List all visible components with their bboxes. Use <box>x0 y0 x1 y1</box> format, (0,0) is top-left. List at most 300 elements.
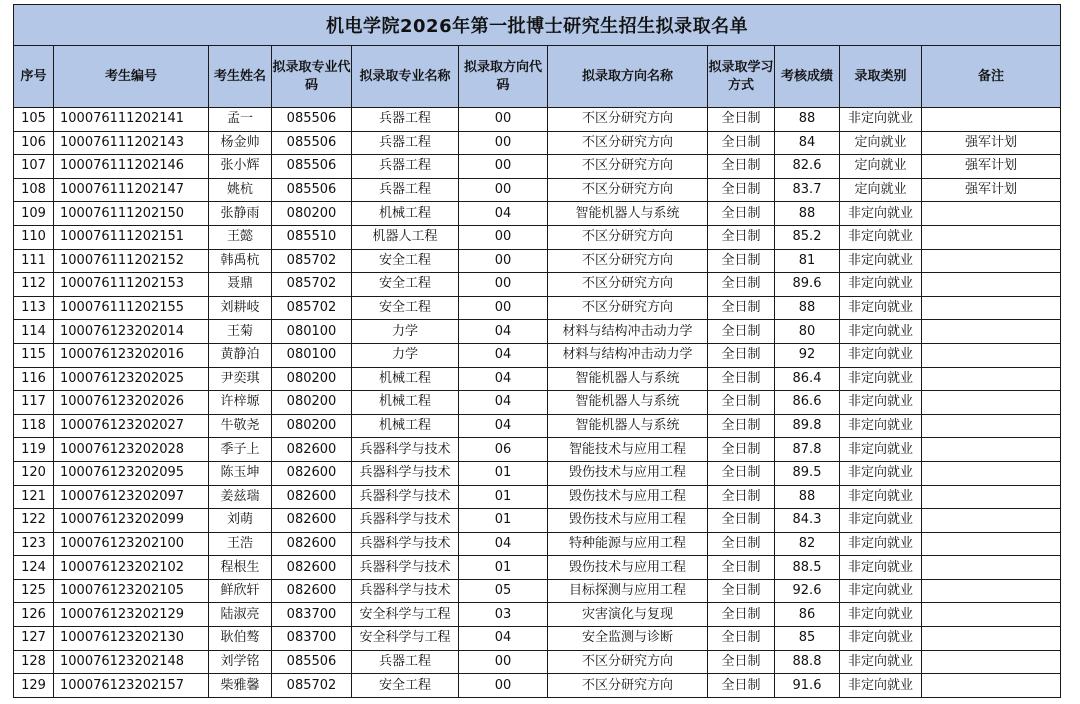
major-code-cell: 083700 <box>272 603 352 627</box>
study-mode-cell: 全日制 <box>708 108 775 132</box>
seq-cell: 112 <box>14 273 54 297</box>
seq-cell: 121 <box>14 485 54 509</box>
major-code-cell: 082600 <box>272 485 352 509</box>
table-title: 机电学院2026年第一批博士研究生招生拟录取名单 <box>14 5 1061 46</box>
name-cell: 陆淑亮 <box>209 603 272 627</box>
candidate-id-cell: 100076123202099 <box>54 509 209 533</box>
direction-code-cell: 01 <box>459 556 548 580</box>
major-name-cell: 安全科学与工程 <box>352 603 459 627</box>
score-cell: 91.6 <box>775 674 840 698</box>
col-header-admission-type: 录取类别 <box>840 46 922 108</box>
score-cell: 82.6 <box>775 155 840 179</box>
score-cell: 84 <box>775 131 840 155</box>
seq-cell: 116 <box>14 367 54 391</box>
admission-list-sheet <box>13 4 1060 698</box>
major-code-cell: 085702 <box>272 674 352 698</box>
direction-code-cell: 03 <box>459 603 548 627</box>
table-row <box>14 296 1061 320</box>
direction-code-cell: 00 <box>459 249 548 273</box>
seq-cell: 107 <box>14 155 54 179</box>
study-mode-cell: 全日制 <box>708 178 775 202</box>
score-cell: 89.5 <box>775 461 840 485</box>
candidate-id-cell: 100076123202097 <box>54 485 209 509</box>
major-code-cell: 083700 <box>272 627 352 651</box>
study-mode-cell: 全日制 <box>708 202 775 226</box>
col-header-remarks: 备注 <box>922 46 1061 108</box>
candidate-id-cell: 100076111202153 <box>54 273 209 297</box>
direction-name-cell: 毁伤技术与应用工程 <box>548 485 708 509</box>
name-cell: 陈玉坤 <box>209 461 272 485</box>
seq-cell: 111 <box>14 249 54 273</box>
admission-type-cell: 非定向就业 <box>840 579 922 603</box>
seq-cell: 110 <box>14 225 54 249</box>
major-name-cell: 兵器科学与技术 <box>352 532 459 556</box>
direction-name-cell: 特种能源与应用工程 <box>548 532 708 556</box>
major-code-cell: 085506 <box>272 108 352 132</box>
major-code-cell: 085506 <box>272 178 352 202</box>
direction-code-cell: 00 <box>459 131 548 155</box>
seq-cell: 113 <box>14 296 54 320</box>
admission-type-cell: 非定向就业 <box>840 320 922 344</box>
major-code-cell: 082600 <box>272 556 352 580</box>
candidate-id-cell: 100076123202027 <box>54 414 209 438</box>
admission-type-cell: 非定向就业 <box>840 343 922 367</box>
admission-type-cell: 定向就业 <box>840 155 922 179</box>
name-cell: 尹奕琪 <box>209 367 272 391</box>
table-body <box>14 108 1061 698</box>
major-name-cell: 兵器工程 <box>352 108 459 132</box>
candidate-id-cell: 100076123202095 <box>54 461 209 485</box>
table-row <box>14 155 1061 179</box>
remarks-cell <box>922 461 1061 485</box>
candidate-id-cell: 100076111202147 <box>54 178 209 202</box>
study-mode-cell: 全日制 <box>708 225 775 249</box>
study-mode-cell: 全日制 <box>708 155 775 179</box>
remarks-cell <box>922 202 1061 226</box>
major-name-cell: 机械工程 <box>352 391 459 415</box>
score-cell: 83.7 <box>775 178 840 202</box>
score-cell: 86 <box>775 603 840 627</box>
candidate-id-cell: 100076123202025 <box>54 367 209 391</box>
direction-code-cell: 00 <box>459 155 548 179</box>
admission-type-cell: 非定向就业 <box>840 249 922 273</box>
header-row <box>14 46 1061 108</box>
major-code-cell: 082600 <box>272 532 352 556</box>
major-code-cell: 085702 <box>272 249 352 273</box>
direction-name-cell: 不区分研究方向 <box>548 249 708 273</box>
col-header-candidate-id: 考生编号 <box>54 46 209 108</box>
score-cell: 82 <box>775 532 840 556</box>
candidate-id-cell: 100076111202152 <box>54 249 209 273</box>
remarks-cell <box>922 414 1061 438</box>
seq-cell: 117 <box>14 391 54 415</box>
name-cell: 姚杭 <box>209 178 272 202</box>
table-row <box>14 391 1061 415</box>
score-cell: 81 <box>775 249 840 273</box>
name-cell: 王懿 <box>209 225 272 249</box>
direction-code-cell: 04 <box>459 320 548 344</box>
direction-code-cell: 01 <box>459 485 548 509</box>
major-name-cell: 安全工程 <box>352 273 459 297</box>
table-row <box>14 674 1061 698</box>
admission-type-cell: 非定向就业 <box>840 202 922 226</box>
admission-type-cell: 非定向就业 <box>840 438 922 462</box>
name-cell: 韩禹杭 <box>209 249 272 273</box>
study-mode-cell: 全日制 <box>708 249 775 273</box>
major-code-cell: 080200 <box>272 202 352 226</box>
score-cell: 88.5 <box>775 556 840 580</box>
remarks-cell <box>922 367 1061 391</box>
admission-type-cell: 非定向就业 <box>840 273 922 297</box>
major-name-cell: 机械工程 <box>352 367 459 391</box>
remarks-cell: 强军计划 <box>922 178 1061 202</box>
admission-type-cell: 非定向就业 <box>840 225 922 249</box>
col-header-score: 考核成绩 <box>775 46 840 108</box>
major-code-cell: 085702 <box>272 273 352 297</box>
direction-code-cell: 04 <box>459 367 548 391</box>
seq-cell: 115 <box>14 343 54 367</box>
direction-code-cell: 06 <box>459 438 548 462</box>
name-cell: 刘萌 <box>209 509 272 533</box>
remarks-cell <box>922 343 1061 367</box>
name-cell: 黄静泊 <box>209 343 272 367</box>
col-header-name: 考生姓名 <box>209 46 272 108</box>
candidate-id-cell: 100076123202148 <box>54 650 209 674</box>
major-code-cell: 085506 <box>272 131 352 155</box>
direction-name-cell: 目标探测与应用工程 <box>548 579 708 603</box>
major-name-cell: 兵器科学与技术 <box>352 509 459 533</box>
major-name-cell: 安全工程 <box>352 296 459 320</box>
direction-name-cell: 智能技术与应用工程 <box>548 438 708 462</box>
remarks-cell <box>922 320 1061 344</box>
seq-cell: 128 <box>14 650 54 674</box>
score-cell: 88 <box>775 296 840 320</box>
table-row <box>14 461 1061 485</box>
study-mode-cell: 全日制 <box>708 674 775 698</box>
major-name-cell: 力学 <box>352 343 459 367</box>
score-cell: 92.6 <box>775 579 840 603</box>
major-name-cell: 力学 <box>352 320 459 344</box>
score-cell: 80 <box>775 320 840 344</box>
major-name-cell: 兵器科学与技术 <box>352 461 459 485</box>
admission-type-cell: 非定向就业 <box>840 627 922 651</box>
study-mode-cell: 全日制 <box>708 627 775 651</box>
direction-name-cell: 不区分研究方向 <box>548 131 708 155</box>
name-cell: 季子上 <box>209 438 272 462</box>
seq-cell: 122 <box>14 509 54 533</box>
direction-code-cell: 00 <box>459 650 548 674</box>
table-row <box>14 603 1061 627</box>
name-cell: 杨金帅 <box>209 131 272 155</box>
candidate-id-cell: 100076111202150 <box>54 202 209 226</box>
candidate-id-cell: 100076123202026 <box>54 391 209 415</box>
direction-name-cell: 不区分研究方向 <box>548 273 708 297</box>
major-name-cell: 机器人工程 <box>352 225 459 249</box>
candidate-id-cell: 100076123202105 <box>54 579 209 603</box>
admission-type-cell: 非定向就业 <box>840 367 922 391</box>
score-cell: 88 <box>775 202 840 226</box>
direction-name-cell: 毁伤技术与应用工程 <box>548 509 708 533</box>
candidate-id-cell: 100076123202028 <box>54 438 209 462</box>
seq-cell: 105 <box>14 108 54 132</box>
major-name-cell: 安全工程 <box>352 249 459 273</box>
name-cell: 王菊 <box>209 320 272 344</box>
major-code-cell: 085506 <box>272 650 352 674</box>
study-mode-cell: 全日制 <box>708 438 775 462</box>
candidate-id-cell: 100076111202141 <box>54 108 209 132</box>
table-row <box>14 532 1061 556</box>
table-row <box>14 509 1061 533</box>
study-mode-cell: 全日制 <box>708 296 775 320</box>
study-mode-cell: 全日制 <box>708 273 775 297</box>
direction-code-cell: 04 <box>459 414 548 438</box>
direction-name-cell: 灾害演化与复现 <box>548 603 708 627</box>
table-row <box>14 438 1061 462</box>
direction-name-cell: 毁伤技术与应用工程 <box>548 461 708 485</box>
table-row <box>14 579 1061 603</box>
table-row <box>14 273 1061 297</box>
direction-name-cell: 智能机器人与系统 <box>548 202 708 226</box>
score-cell: 85 <box>775 627 840 651</box>
name-cell: 柴雅馨 <box>209 674 272 698</box>
seq-cell: 118 <box>14 414 54 438</box>
direction-code-cell: 01 <box>459 509 548 533</box>
remarks-cell <box>922 438 1061 462</box>
major-name-cell: 兵器科学与技术 <box>352 438 459 462</box>
direction-code-cell: 04 <box>459 343 548 367</box>
direction-name-cell: 不区分研究方向 <box>548 155 708 179</box>
candidate-id-cell: 100076111202143 <box>54 131 209 155</box>
name-cell: 孟一 <box>209 108 272 132</box>
major-code-cell: 080200 <box>272 367 352 391</box>
remarks-cell <box>922 627 1061 651</box>
admission-type-cell: 非定向就业 <box>840 650 922 674</box>
remarks-cell <box>922 273 1061 297</box>
seq-cell: 129 <box>14 674 54 698</box>
major-code-cell: 085506 <box>272 155 352 179</box>
direction-code-cell: 04 <box>459 202 548 226</box>
study-mode-cell: 全日制 <box>708 485 775 509</box>
direction-code-cell: 00 <box>459 674 548 698</box>
study-mode-cell: 全日制 <box>708 579 775 603</box>
admission-table <box>13 4 1061 698</box>
seq-cell: 124 <box>14 556 54 580</box>
direction-code-cell: 05 <box>459 579 548 603</box>
name-cell: 许梓塬 <box>209 391 272 415</box>
remarks-cell <box>922 391 1061 415</box>
name-cell: 耿伯骜 <box>209 627 272 651</box>
admission-type-cell: 非定向就业 <box>840 674 922 698</box>
major-code-cell: 080100 <box>272 320 352 344</box>
major-code-cell: 080100 <box>272 343 352 367</box>
direction-name-cell: 智能机器人与系统 <box>548 391 708 415</box>
direction-name-cell: 安全监测与诊断 <box>548 627 708 651</box>
remarks-cell <box>922 108 1061 132</box>
table-row <box>14 131 1061 155</box>
direction-code-cell: 04 <box>459 627 548 651</box>
direction-code-cell: 00 <box>459 273 548 297</box>
seq-cell: 114 <box>14 320 54 344</box>
major-name-cell: 安全科学与工程 <box>352 627 459 651</box>
major-code-cell: 080200 <box>272 391 352 415</box>
candidate-id-cell: 100076123202014 <box>54 320 209 344</box>
admission-type-cell: 非定向就业 <box>840 485 922 509</box>
major-name-cell: 兵器工程 <box>352 131 459 155</box>
admission-type-cell: 非定向就业 <box>840 532 922 556</box>
name-cell: 张静雨 <box>209 202 272 226</box>
direction-name-cell: 不区分研究方向 <box>548 225 708 249</box>
name-cell: 鲜欣轩 <box>209 579 272 603</box>
remarks-cell <box>922 296 1061 320</box>
table-row <box>14 556 1061 580</box>
candidate-id-cell: 100076123202157 <box>54 674 209 698</box>
study-mode-cell: 全日制 <box>708 509 775 533</box>
remarks-cell <box>922 509 1061 533</box>
direction-name-cell: 不区分研究方向 <box>548 178 708 202</box>
study-mode-cell: 全日制 <box>708 556 775 580</box>
candidate-id-cell: 100076123202016 <box>54 343 209 367</box>
major-code-cell: 082600 <box>272 461 352 485</box>
score-cell: 86.6 <box>775 391 840 415</box>
major-code-cell: 085510 <box>272 225 352 249</box>
major-code-cell: 082600 <box>272 438 352 462</box>
major-name-cell: 安全工程 <box>352 674 459 698</box>
seq-cell: 127 <box>14 627 54 651</box>
table-row <box>14 627 1061 651</box>
name-cell: 程根生 <box>209 556 272 580</box>
remarks-cell <box>922 249 1061 273</box>
remarks-cell <box>922 603 1061 627</box>
score-cell: 89.6 <box>775 273 840 297</box>
major-code-cell: 085702 <box>272 296 352 320</box>
remarks-cell <box>922 532 1061 556</box>
table-row <box>14 343 1061 367</box>
direction-code-cell: 00 <box>459 296 548 320</box>
major-name-cell: 兵器科学与技术 <box>352 556 459 580</box>
major-name-cell: 机械工程 <box>352 202 459 226</box>
candidate-id-cell: 100076111202155 <box>54 296 209 320</box>
admission-type-cell: 定向就业 <box>840 178 922 202</box>
study-mode-cell: 全日制 <box>708 367 775 391</box>
name-cell: 刘耕岐 <box>209 296 272 320</box>
direction-name-cell: 智能机器人与系统 <box>548 367 708 391</box>
remarks-cell <box>922 556 1061 580</box>
name-cell: 聂鼎 <box>209 273 272 297</box>
seq-cell: 119 <box>14 438 54 462</box>
seq-cell: 125 <box>14 579 54 603</box>
major-name-cell: 兵器工程 <box>352 155 459 179</box>
name-cell: 张小辉 <box>209 155 272 179</box>
score-cell: 88.8 <box>775 650 840 674</box>
direction-code-cell: 01 <box>459 461 548 485</box>
seq-cell: 109 <box>14 202 54 226</box>
seq-cell: 108 <box>14 178 54 202</box>
remarks-cell <box>922 579 1061 603</box>
major-name-cell: 兵器科学与技术 <box>352 485 459 509</box>
direction-code-cell: 00 <box>459 108 548 132</box>
direction-name-cell: 智能机器人与系统 <box>548 414 708 438</box>
table-row <box>14 320 1061 344</box>
col-header-direction-name: 拟录取方向名称 <box>548 46 708 108</box>
table-row <box>14 414 1061 438</box>
study-mode-cell: 全日制 <box>708 343 775 367</box>
remarks-cell <box>922 485 1061 509</box>
table-row <box>14 249 1061 273</box>
table-row <box>14 202 1061 226</box>
study-mode-cell: 全日制 <box>708 391 775 415</box>
col-header-study-mode: 拟录取学习方式 <box>708 46 775 108</box>
admission-type-cell: 定向就业 <box>840 131 922 155</box>
score-cell: 88 <box>775 485 840 509</box>
major-code-cell: 082600 <box>272 509 352 533</box>
name-cell: 姜兹瑞 <box>209 485 272 509</box>
admission-type-cell: 非定向就业 <box>840 556 922 580</box>
seq-cell: 120 <box>14 461 54 485</box>
major-code-cell: 080200 <box>272 414 352 438</box>
name-cell: 刘学铭 <box>209 650 272 674</box>
candidate-id-cell: 100076123202130 <box>54 627 209 651</box>
remarks-cell <box>922 225 1061 249</box>
remarks-cell: 强军计划 <box>922 131 1061 155</box>
study-mode-cell: 全日制 <box>708 320 775 344</box>
name-cell: 王浩 <box>209 532 272 556</box>
major-name-cell: 兵器工程 <box>352 650 459 674</box>
seq-cell: 126 <box>14 603 54 627</box>
study-mode-cell: 全日制 <box>708 650 775 674</box>
score-cell: 87.8 <box>775 438 840 462</box>
direction-name-cell: 材料与结构冲击动力学 <box>548 343 708 367</box>
name-cell: 牛敬尧 <box>209 414 272 438</box>
score-cell: 92 <box>775 343 840 367</box>
table-row <box>14 650 1061 674</box>
direction-code-cell: 04 <box>459 532 548 556</box>
admission-type-cell: 非定向就业 <box>840 414 922 438</box>
major-code-cell: 082600 <box>272 579 352 603</box>
major-name-cell: 兵器工程 <box>352 178 459 202</box>
admission-type-cell: 非定向就业 <box>840 509 922 533</box>
study-mode-cell: 全日制 <box>708 131 775 155</box>
candidate-id-cell: 100076111202151 <box>54 225 209 249</box>
admission-type-cell: 非定向就业 <box>840 108 922 132</box>
seq-cell: 123 <box>14 532 54 556</box>
col-header-direction-code: 拟录取方向代码 <box>459 46 548 108</box>
candidate-id-cell: 100076123202100 <box>54 532 209 556</box>
score-cell: 85.2 <box>775 225 840 249</box>
direction-name-cell: 毁伤技术与应用工程 <box>548 556 708 580</box>
major-name-cell: 兵器科学与技术 <box>352 579 459 603</box>
score-cell: 84.3 <box>775 509 840 533</box>
score-cell: 89.8 <box>775 414 840 438</box>
table-row <box>14 225 1061 249</box>
admission-type-cell: 非定向就业 <box>840 461 922 485</box>
study-mode-cell: 全日制 <box>708 461 775 485</box>
direction-name-cell: 不区分研究方向 <box>548 674 708 698</box>
table-row <box>14 367 1061 391</box>
direction-name-cell: 不区分研究方向 <box>548 650 708 674</box>
col-header-seq: 序号 <box>14 46 54 108</box>
seq-cell: 106 <box>14 131 54 155</box>
admission-type-cell: 非定向就业 <box>840 391 922 415</box>
study-mode-cell: 全日制 <box>708 414 775 438</box>
remarks-cell <box>922 674 1061 698</box>
major-name-cell: 机械工程 <box>352 414 459 438</box>
candidate-id-cell: 100076111202146 <box>54 155 209 179</box>
score-cell: 88 <box>775 108 840 132</box>
admission-type-cell: 非定向就业 <box>840 603 922 627</box>
table-row <box>14 178 1061 202</box>
col-header-major-code: 拟录取专业代码 <box>272 46 352 108</box>
direction-name-cell: 不区分研究方向 <box>548 296 708 320</box>
